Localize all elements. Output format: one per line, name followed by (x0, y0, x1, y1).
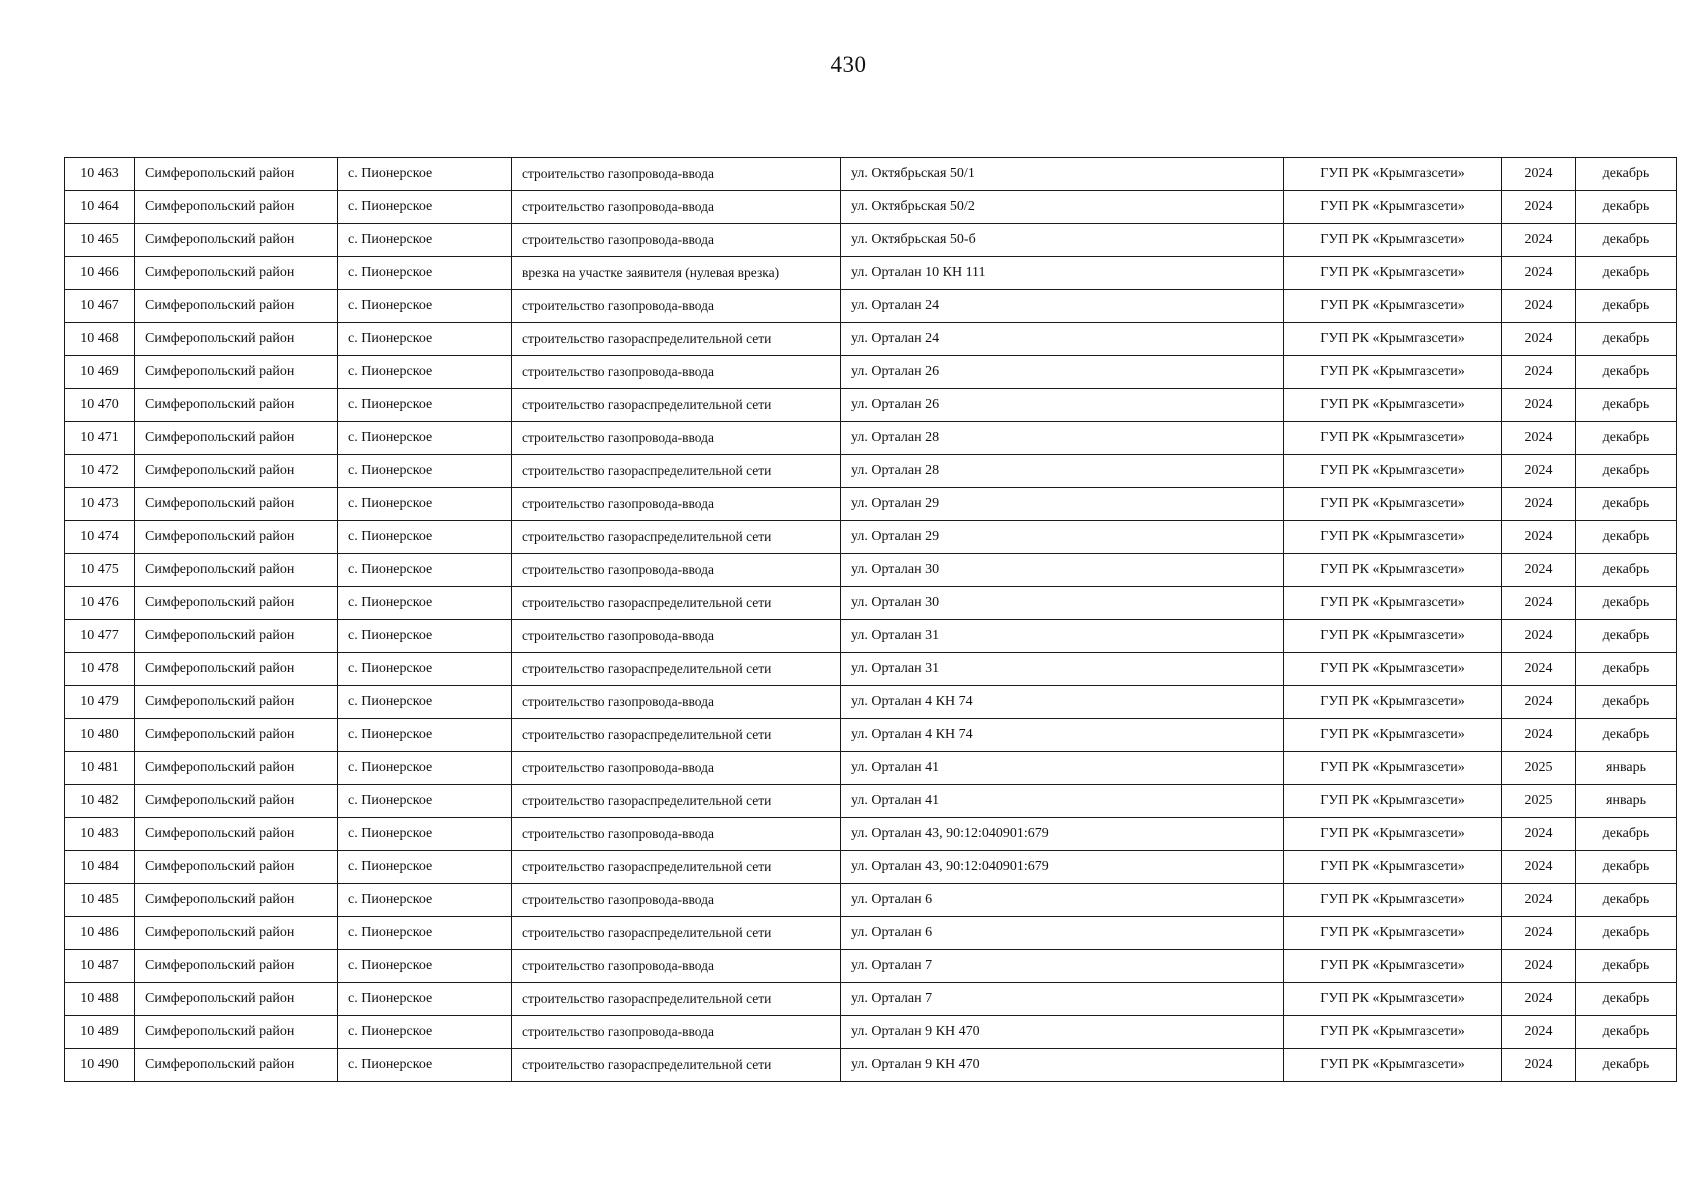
year-cell: 2024 (1502, 488, 1576, 521)
table-row (65, 554, 1677, 587)
table-row (65, 653, 1677, 686)
organization-cell: ГУП РК «Крымгазсети» (1284, 455, 1502, 488)
work-type-cell: строительство газораспределительной сети (512, 653, 841, 686)
year-cell: 2024 (1502, 818, 1576, 851)
organization-cell: ГУП РК «Крымгазсети» (1284, 323, 1502, 356)
month-cell: декабрь (1576, 653, 1677, 686)
locality-cell: с. Пионерское (338, 1016, 512, 1049)
table-row (65, 323, 1677, 356)
organization-cell: ГУП РК «Крымгазсети» (1284, 851, 1502, 884)
district-cell: Симферопольский район (135, 224, 338, 257)
organization-cell: ГУП РК «Крымгазсети» (1284, 917, 1502, 950)
month-cell: декабрь (1576, 389, 1677, 422)
table-row (65, 257, 1677, 290)
district-cell: Симферопольский район (135, 587, 338, 620)
locality-cell: с. Пионерское (338, 950, 512, 983)
locality-cell: с. Пионерское (338, 323, 512, 356)
address-cell: ул. Орталан 28 (841, 455, 1284, 488)
address-cell: ул. Орталан 26 (841, 389, 1284, 422)
district-cell: Симферопольский район (135, 818, 338, 851)
locality-cell: с. Пионерское (338, 653, 512, 686)
address-cell: ул. Орталан 6 (841, 884, 1284, 917)
organization-cell: ГУП РК «Крымгазсети» (1284, 356, 1502, 389)
organization-cell: ГУП РК «Крымгазсети» (1284, 257, 1502, 290)
table-row (65, 752, 1677, 785)
row-number-cell: 10 486 (65, 917, 135, 950)
year-cell: 2024 (1502, 620, 1576, 653)
locality-cell: с. Пионерское (338, 389, 512, 422)
work-type-cell: врезка на участке заявителя (нулевая врезка) (512, 257, 841, 290)
year-cell: 2024 (1502, 422, 1576, 455)
address-cell: ул. Орталан 29 (841, 488, 1284, 521)
district-cell: Симферопольский район (135, 488, 338, 521)
address-cell: ул. Орталан 24 (841, 323, 1284, 356)
year-cell: 2024 (1502, 323, 1576, 356)
locality-cell: с. Пионерское (338, 191, 512, 224)
district-cell: Симферопольский район (135, 356, 338, 389)
work-type-cell: строительство газораспределительной сети (512, 587, 841, 620)
work-type-cell: строительство газопровода-ввода (512, 752, 841, 785)
organization-cell: ГУП РК «Крымгазсети» (1284, 620, 1502, 653)
row-number-cell: 10 473 (65, 488, 135, 521)
month-cell: декабрь (1576, 818, 1677, 851)
row-number-cell: 10 490 (65, 1049, 135, 1082)
row-number-cell: 10 485 (65, 884, 135, 917)
page-number: 430 (830, 52, 867, 77)
district-cell: Симферопольский район (135, 290, 338, 323)
work-type-cell: строительство газопровода-ввода (512, 818, 841, 851)
row-number-cell: 10 481 (65, 752, 135, 785)
year-cell: 2024 (1502, 554, 1576, 587)
work-type-cell: строительство газопровода-ввода (512, 356, 841, 389)
locality-cell: с. Пионерское (338, 719, 512, 752)
district-cell: Симферопольский район (135, 785, 338, 818)
locality-cell: с. Пионерское (338, 752, 512, 785)
locality-cell: с. Пионерское (338, 620, 512, 653)
table-row (65, 884, 1677, 917)
district-cell: Симферопольский район (135, 191, 338, 224)
row-number-cell: 10 479 (65, 686, 135, 719)
work-type-cell: строительство газопровода-ввода (512, 1016, 841, 1049)
address-cell: ул. Орталан 30 (841, 554, 1284, 587)
table-row (65, 488, 1677, 521)
month-cell: декабрь (1576, 224, 1677, 257)
district-cell: Симферопольский район (135, 686, 338, 719)
row-number-cell: 10 476 (65, 587, 135, 620)
year-cell: 2024 (1502, 356, 1576, 389)
month-cell: декабрь (1576, 719, 1677, 752)
month-cell: декабрь (1576, 884, 1677, 917)
organization-cell: ГУП РК «Крымгазсети» (1284, 224, 1502, 257)
row-number-cell: 10 477 (65, 620, 135, 653)
month-cell: декабрь (1576, 356, 1677, 389)
row-number-cell: 10 478 (65, 653, 135, 686)
work-type-cell: строительство газопровода-ввода (512, 224, 841, 257)
work-type-cell: строительство газопровода-ввода (512, 191, 841, 224)
organization-cell: ГУП РК «Крымгазсети» (1284, 1016, 1502, 1049)
year-cell: 2024 (1502, 686, 1576, 719)
locality-cell: с. Пионерское (338, 521, 512, 554)
year-cell: 2024 (1502, 983, 1576, 1016)
address-cell: ул. Орталан 28 (841, 422, 1284, 455)
address-cell: ул. Орталан 9 КН 470 (841, 1049, 1284, 1082)
row-number-cell: 10 463 (65, 158, 135, 191)
organization-cell: ГУП РК «Крымгазсети» (1284, 389, 1502, 422)
table-row (65, 158, 1677, 191)
year-cell: 2024 (1502, 1016, 1576, 1049)
row-number-cell: 10 474 (65, 521, 135, 554)
locality-cell: с. Пионерское (338, 917, 512, 950)
address-cell: ул. Орталан 9 КН 470 (841, 1016, 1284, 1049)
row-number-cell: 10 465 (65, 224, 135, 257)
district-cell: Симферопольский район (135, 455, 338, 488)
organization-cell: ГУП РК «Крымгазсети» (1284, 422, 1502, 455)
locality-cell: с. Пионерское (338, 818, 512, 851)
table-row (65, 191, 1677, 224)
row-number-cell: 10 484 (65, 851, 135, 884)
district-cell: Симферопольский район (135, 158, 338, 191)
row-number-cell: 10 472 (65, 455, 135, 488)
year-cell: 2024 (1502, 587, 1576, 620)
year-cell: 2024 (1502, 884, 1576, 917)
work-type-cell: строительство газораспределительной сети (512, 719, 841, 752)
district-cell: Симферопольский район (135, 917, 338, 950)
organization-cell: ГУП РК «Крымгазсети» (1284, 653, 1502, 686)
row-number-cell: 10 471 (65, 422, 135, 455)
year-cell: 2024 (1502, 653, 1576, 686)
year-cell: 2024 (1502, 158, 1576, 191)
row-number-cell: 10 487 (65, 950, 135, 983)
work-type-cell: строительство газопровода-ввода (512, 158, 841, 191)
month-cell: декабрь (1576, 917, 1677, 950)
row-number-cell: 10 468 (65, 323, 135, 356)
month-cell: январь (1576, 785, 1677, 818)
organization-cell: ГУП РК «Крымгазсети» (1284, 587, 1502, 620)
locality-cell: с. Пионерское (338, 785, 512, 818)
year-cell: 2024 (1502, 455, 1576, 488)
address-cell: ул. Октябрьская 50/1 (841, 158, 1284, 191)
locality-cell: с. Пионерское (338, 290, 512, 323)
address-cell: ул. Орталан 43, 90:12:040901:679 (841, 818, 1284, 851)
month-cell: декабрь (1576, 323, 1677, 356)
organization-cell: ГУП РК «Крымгазсети» (1284, 752, 1502, 785)
row-number-cell: 10 470 (65, 389, 135, 422)
row-number-cell: 10 464 (65, 191, 135, 224)
organization-cell: ГУП РК «Крымгазсети» (1284, 191, 1502, 224)
organization-cell: ГУП РК «Крымгазсети» (1284, 488, 1502, 521)
organization-cell: ГУП РК «Крымгазсети» (1284, 554, 1502, 587)
row-number-cell: 10 482 (65, 785, 135, 818)
locality-cell: с. Пионерское (338, 488, 512, 521)
work-type-cell: строительство газопровода-ввода (512, 488, 841, 521)
organization-cell: ГУП РК «Крымгазсети» (1284, 818, 1502, 851)
month-cell: декабрь (1576, 158, 1677, 191)
address-cell: ул. Орталан 31 (841, 620, 1284, 653)
month-cell: декабрь (1576, 422, 1677, 455)
table-row (65, 851, 1677, 884)
locality-cell: с. Пионерское (338, 224, 512, 257)
month-cell: декабрь (1576, 950, 1677, 983)
locality-cell: с. Пионерское (338, 587, 512, 620)
district-cell: Симферопольский район (135, 323, 338, 356)
row-number-cell: 10 475 (65, 554, 135, 587)
address-cell: ул. Орталан 31 (841, 653, 1284, 686)
organization-cell: ГУП РК «Крымгазсети» (1284, 719, 1502, 752)
work-type-cell: строительство газопровода-ввода (512, 422, 841, 455)
month-cell: декабрь (1576, 851, 1677, 884)
district-cell: Симферопольский район (135, 521, 338, 554)
month-cell: декабрь (1576, 620, 1677, 653)
work-type-cell: строительство газораспределительной сети (512, 851, 841, 884)
district-cell: Симферопольский район (135, 653, 338, 686)
table-row (65, 686, 1677, 719)
address-cell: ул. Орталан 41 (841, 785, 1284, 818)
address-cell: ул. Орталан 24 (841, 290, 1284, 323)
month-cell: декабрь (1576, 455, 1677, 488)
table-row (65, 455, 1677, 488)
work-type-cell: строительство газопровода-ввода (512, 290, 841, 323)
table-row (65, 620, 1677, 653)
work-type-cell: строительство газопровода-ввода (512, 686, 841, 719)
month-cell: декабрь (1576, 521, 1677, 554)
address-cell: ул. Орталан 7 (841, 983, 1284, 1016)
year-cell: 2024 (1502, 191, 1576, 224)
locality-cell: с. Пионерское (338, 1049, 512, 1082)
locality-cell: с. Пионерское (338, 884, 512, 917)
year-cell: 2024 (1502, 719, 1576, 752)
year-cell: 2024 (1502, 224, 1576, 257)
table-row (65, 917, 1677, 950)
month-cell: декабрь (1576, 1049, 1677, 1082)
row-number-cell: 10 469 (65, 356, 135, 389)
work-type-cell: строительство газораспределительной сети (512, 323, 841, 356)
month-cell: декабрь (1576, 191, 1677, 224)
year-cell: 2024 (1502, 851, 1576, 884)
address-cell: ул. Орталан 43, 90:12:040901:679 (841, 851, 1284, 884)
row-number-cell: 10 489 (65, 1016, 135, 1049)
address-cell: ул. Орталан 6 (841, 917, 1284, 950)
district-cell: Симферопольский район (135, 1049, 338, 1082)
organization-cell: ГУП РК «Крымгазсети» (1284, 950, 1502, 983)
work-type-cell: строительство газораспределительной сети (512, 389, 841, 422)
year-cell: 2024 (1502, 917, 1576, 950)
month-cell: декабрь (1576, 290, 1677, 323)
table-row (65, 1016, 1677, 1049)
locality-cell: с. Пионерское (338, 455, 512, 488)
organization-cell: ГУП РК «Крымгазсети» (1284, 521, 1502, 554)
year-cell: 2024 (1502, 257, 1576, 290)
month-cell: декабрь (1576, 686, 1677, 719)
table-row (65, 818, 1677, 851)
organization-cell: ГУП РК «Крымгазсети» (1284, 158, 1502, 191)
locality-cell: с. Пионерское (338, 158, 512, 191)
table-row (65, 950, 1677, 983)
month-cell: декабрь (1576, 587, 1677, 620)
organization-cell: ГУП РК «Крымгазсети» (1284, 290, 1502, 323)
address-cell: ул. Орталан 4 КН 74 (841, 719, 1284, 752)
locality-cell: с. Пионерское (338, 422, 512, 455)
year-cell: 2024 (1502, 389, 1576, 422)
organization-cell: ГУП РК «Крымгазсети» (1284, 1049, 1502, 1082)
district-cell: Симферопольский район (135, 422, 338, 455)
locality-cell: с. Пионерское (338, 356, 512, 389)
table-row (65, 389, 1677, 422)
address-cell: ул. Орталан 30 (841, 587, 1284, 620)
address-cell: ул. Орталан 7 (841, 950, 1284, 983)
district-cell: Симферопольский район (135, 851, 338, 884)
district-cell: Симферопольский район (135, 752, 338, 785)
district-cell: Симферопольский район (135, 257, 338, 290)
organization-cell: ГУП РК «Крымгазсети» (1284, 983, 1502, 1016)
work-type-cell: строительство газопровода-ввода (512, 884, 841, 917)
year-cell: 2024 (1502, 950, 1576, 983)
work-type-cell: строительство газопровода-ввода (512, 950, 841, 983)
year-cell: 2024 (1502, 521, 1576, 554)
locality-cell: с. Пионерское (338, 686, 512, 719)
address-cell: ул. Орталан 4 КН 74 (841, 686, 1284, 719)
locality-cell: с. Пионерское (338, 554, 512, 587)
address-cell: ул. Орталан 10 КН 111 (841, 257, 1284, 290)
address-cell: ул. Орталан 26 (841, 356, 1284, 389)
year-cell: 2025 (1502, 752, 1576, 785)
organization-cell: ГУП РК «Крымгазсети» (1284, 884, 1502, 917)
organization-cell: ГУП РК «Крымгазсети» (1284, 785, 1502, 818)
table-row (65, 356, 1677, 389)
district-cell: Симферопольский район (135, 884, 338, 917)
work-type-cell: строительство газораспределительной сети (512, 785, 841, 818)
district-cell: Симферопольский район (135, 620, 338, 653)
month-cell: декабрь (1576, 554, 1677, 587)
work-type-cell: строительство газораспределительной сети (512, 521, 841, 554)
year-cell: 2024 (1502, 290, 1576, 323)
row-number-cell: 10 467 (65, 290, 135, 323)
month-cell: декабрь (1576, 488, 1677, 521)
address-cell: ул. Орталан 41 (841, 752, 1284, 785)
table-row (65, 224, 1677, 257)
table-row (65, 785, 1677, 818)
row-number-cell: 10 483 (65, 818, 135, 851)
month-cell: январь (1576, 752, 1677, 785)
work-type-cell: строительство газопровода-ввода (512, 554, 841, 587)
gasification-registry-table (64, 157, 1677, 1082)
district-cell: Симферопольский район (135, 983, 338, 1016)
month-cell: декабрь (1576, 257, 1677, 290)
locality-cell: с. Пионерское (338, 257, 512, 290)
district-cell: Симферопольский район (135, 1016, 338, 1049)
month-cell: декабрь (1576, 1016, 1677, 1049)
row-number-cell: 10 488 (65, 983, 135, 1016)
address-cell: ул. Октябрьская 50-б (841, 224, 1284, 257)
district-cell: Симферопольский район (135, 950, 338, 983)
work-type-cell: строительство газораспределительной сети (512, 917, 841, 950)
table-row (65, 521, 1677, 554)
district-cell: Симферопольский район (135, 719, 338, 752)
month-cell: декабрь (1576, 983, 1677, 1016)
table-body (65, 158, 1677, 1082)
locality-cell: с. Пионерское (338, 851, 512, 884)
district-cell: Симферопольский район (135, 554, 338, 587)
table-row (65, 422, 1677, 455)
address-cell: ул. Орталан 29 (841, 521, 1284, 554)
work-type-cell: строительство газораспределительной сети (512, 983, 841, 1016)
year-cell: 2024 (1502, 1049, 1576, 1082)
year-cell: 2025 (1502, 785, 1576, 818)
table-row (65, 290, 1677, 323)
table-row (65, 587, 1677, 620)
table-row (65, 719, 1677, 752)
work-type-cell: строительство газопровода-ввода (512, 620, 841, 653)
table-row (65, 1049, 1677, 1082)
work-type-cell: строительство газораспределительной сети (512, 1049, 841, 1082)
row-number-cell: 10 466 (65, 257, 135, 290)
address-cell: ул. Октябрьская 50/2 (841, 191, 1284, 224)
district-cell: Симферопольский район (135, 389, 338, 422)
table-row (65, 983, 1677, 1016)
work-type-cell: строительство газораспределительной сети (512, 455, 841, 488)
locality-cell: с. Пионерское (338, 983, 512, 1016)
organization-cell: ГУП РК «Крымгазсети» (1284, 686, 1502, 719)
row-number-cell: 10 480 (65, 719, 135, 752)
